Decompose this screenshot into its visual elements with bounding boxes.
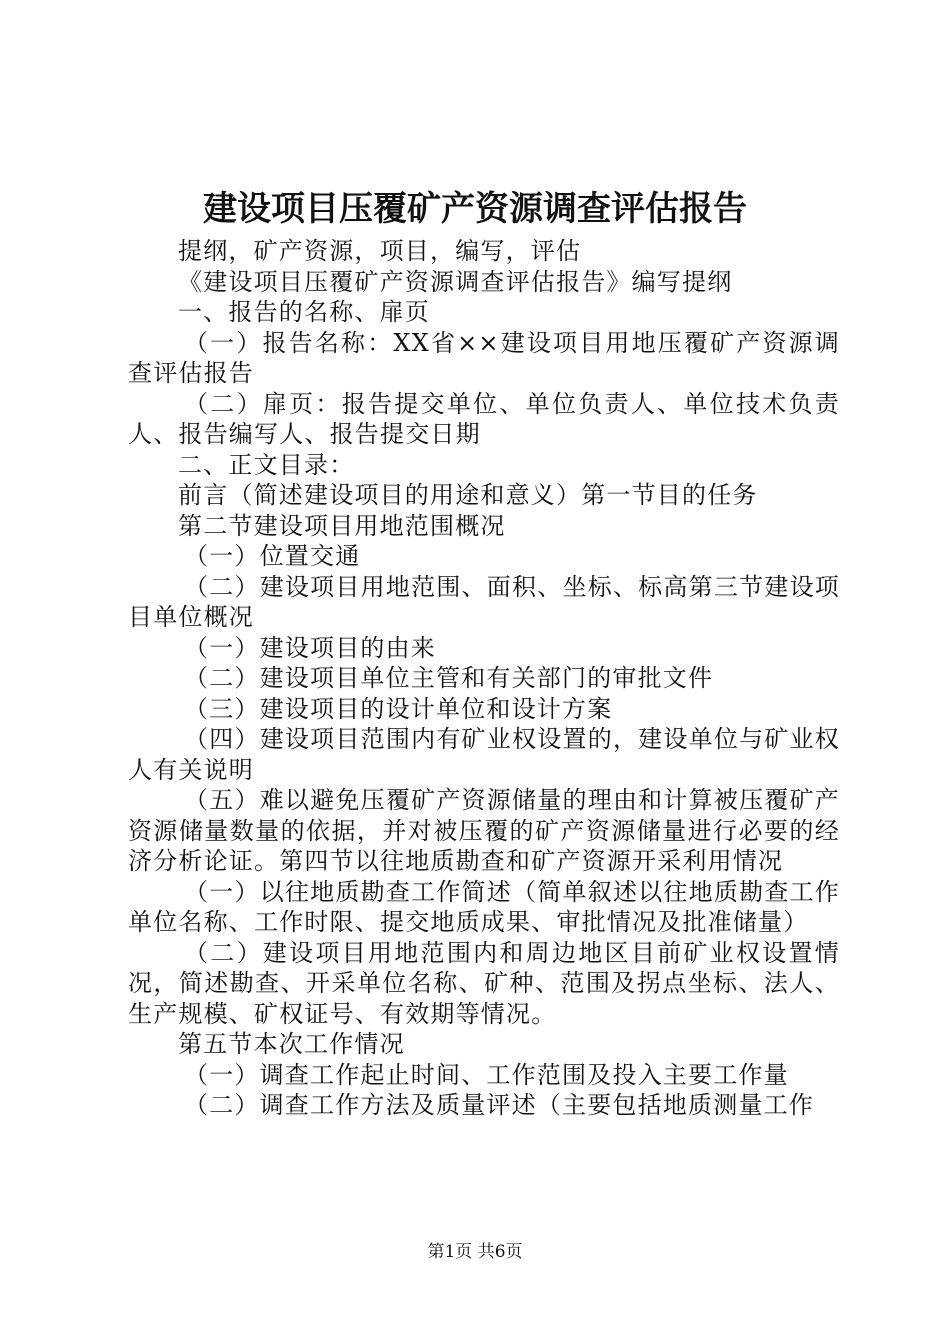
paragraph: （二）扉页：报告提交单位、单位负责人、单位技术负责人、报告编写人、报告提交日期 <box>128 389 840 448</box>
outline-heading: 《建设项目压覆矿产资源调查评估报告》编写提纲 <box>178 267 733 296</box>
paragraph: （一）位置交通 <box>184 542 361 570</box>
paragraph: （二）建设项目用地范围内和周边地区目前矿业权设置情况，简述勘查、开采单位名称、矿种、范围及拐点坐标、法人、生产规模、矿权证号、有效期等情况。 <box>128 938 840 1028</box>
page-footer: 第1页 共6页 <box>427 1242 523 1262</box>
keywords-line: 提纲，矿产资源，项目，编写，评估 <box>178 237 582 265</box>
document-body <box>128 236 840 1121</box>
paragraph: （二）建设项目用地范围、面积、坐标、标高第三节建设项目单位概况 <box>128 572 840 631</box>
paragraph: 前言（简述建设项目的用途和意义）第一节目的任务 <box>178 481 758 509</box>
paragraph: （五）难以避免压覆矿产资源储量的理由和计算被压覆矿产资源储量数量的依据，并对被压覆的矿产资源储量进行必要的经济分析论证。第四节以往地质勘查和矿产资源开采利用情况 <box>128 786 840 875</box>
paragraph: （二）建设项目单位主管和有关部门的审批文件 <box>184 664 714 692</box>
section-heading-2: 二、正文目录： <box>178 450 355 479</box>
section-heading-1: 一、报告的名称、扉页 <box>178 298 430 326</box>
paragraph: （一）建设项目的由来 <box>184 633 436 662</box>
paragraph: （一）调查工作起止时间、工作范围及投入主要工作量 <box>184 1060 789 1089</box>
paragraph: （三）建设项目的设计单位和设计方案 <box>184 694 613 723</box>
paragraph: （四）建设项目范围内有矿业权设置的，建设单位与矿业权人有关说明 <box>128 725 840 784</box>
paragraph: （一）以往地质勘查工作简述（简单叙述以往地质勘查工作单位名称、工作时限、提交地质成果、审批情况及批准储量） <box>128 877 840 936</box>
paragraph: 第五节本次工作情况 <box>178 1030 405 1058</box>
paragraph: （二）调查工作方法及质量评述（主要包括地质测量工作 <box>184 1091 814 1119</box>
paragraph: 第二节建设项目用地范围概况 <box>178 511 506 540</box>
paragraph: （一）报告名称：XX省××建设项目用地压覆矿产资源调查评估报告 <box>128 328 840 387</box>
document-title: 建设项目压覆矿产资源调查评估报告 <box>203 189 747 229</box>
